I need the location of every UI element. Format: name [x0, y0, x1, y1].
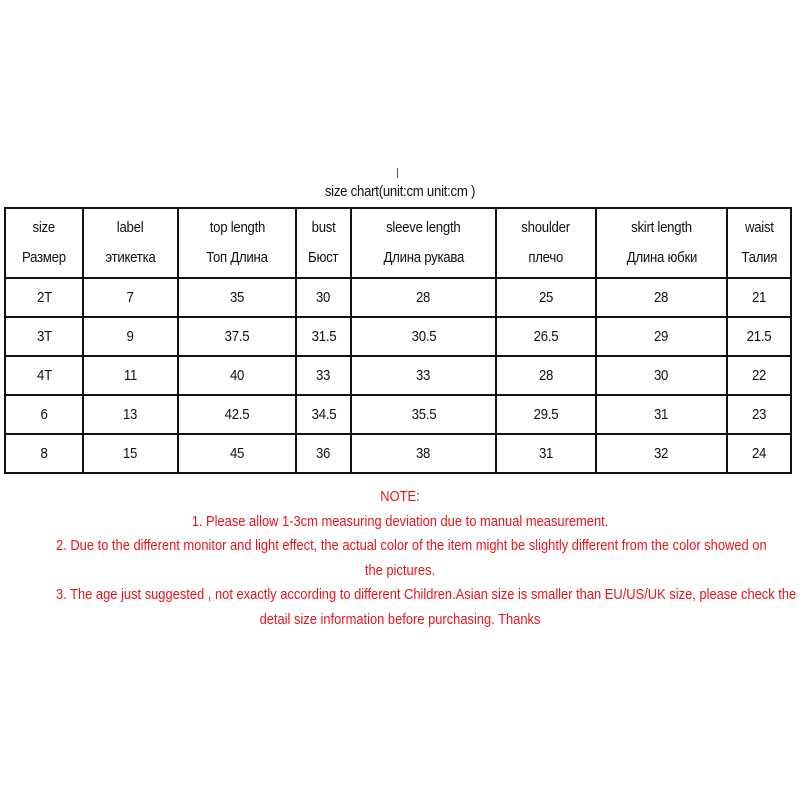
- cell-skirt-length: 29: [596, 317, 727, 356]
- cell-top-length: 40: [178, 356, 296, 395]
- table-row: [5, 356, 791, 395]
- cell-sleeve-length: 38: [351, 434, 496, 473]
- cell-sleeve-length: 33: [351, 356, 496, 395]
- cell-waist: 22: [727, 356, 791, 395]
- cell-size: 3T: [5, 317, 83, 356]
- cell-waist: 23: [727, 395, 791, 434]
- table-row: [5, 434, 791, 473]
- cell-skirt-length: 32: [596, 434, 727, 473]
- size-chart-title: size chart(unit:cm unit:cm ): [324, 183, 476, 200]
- header-sleeve-length: sleeve length Длина рукава: [351, 208, 496, 278]
- notes-section: [0, 485, 800, 632]
- cell-shoulder: 28: [496, 356, 596, 395]
- cell-waist: 24: [727, 434, 791, 473]
- cell-size: 4T: [5, 356, 83, 395]
- cell-bust: 33: [296, 356, 351, 395]
- cell-bust: 36: [296, 434, 351, 473]
- header-waist: waist Талия: [727, 208, 791, 278]
- cell-bust: 30: [296, 278, 351, 317]
- cell-top-length: 35: [178, 278, 296, 317]
- cell-sleeve-length: 28: [351, 278, 496, 317]
- notes-heading: NOTE:: [380, 488, 420, 505]
- cell-shoulder: 25: [496, 278, 596, 317]
- header-skirt-length: skirt length Длина юбки: [596, 208, 727, 278]
- cell-label: 15: [83, 434, 178, 473]
- note-line-3-cont: detail size information before purchasing. Thanks: [259, 610, 541, 628]
- header-bust: bust Бюст: [296, 208, 351, 278]
- note-line-2-cont: the pictures.: [364, 561, 436, 579]
- table-row: [5, 278, 791, 317]
- cell-sleeve-length: 30.5: [351, 317, 496, 356]
- cell-shoulder: 29.5: [496, 395, 596, 434]
- header-size: size Размер: [5, 208, 83, 278]
- table-row: [5, 317, 791, 356]
- cell-label: 7: [83, 278, 178, 317]
- table-header-row: [5, 208, 791, 278]
- cell-sleeve-length: 35.5: [351, 395, 496, 434]
- note-line-2: 2. Due to the different monitor and light effect, the actual color of the item might be slightly different from the color showed on: [56, 537, 767, 554]
- header-shoulder: shoulder плечо: [496, 208, 596, 278]
- cell-skirt-length: 30: [596, 356, 727, 395]
- table-row: [5, 395, 791, 434]
- header-label: label этикетка: [83, 208, 178, 278]
- cell-label: 13: [83, 395, 178, 434]
- text-cursor-mark: [397, 168, 398, 178]
- cell-top-length: 37.5: [178, 317, 296, 356]
- cell-skirt-length: 28: [596, 278, 727, 317]
- cell-label: 11: [83, 356, 178, 395]
- cell-shoulder: 31: [496, 434, 596, 473]
- cell-bust: 31.5: [296, 317, 351, 356]
- cell-bust: 34.5: [296, 395, 351, 434]
- note-line-3: 3. The age just suggested , not exactly according to different Children.Asian size is smaller than EU/US/UK size, please check the: [56, 586, 797, 603]
- cell-waist: 21: [727, 278, 791, 317]
- cell-shoulder: 26.5: [496, 317, 596, 356]
- cell-top-length: 45: [178, 434, 296, 473]
- cell-label: 9: [83, 317, 178, 356]
- cell-size: 2T: [5, 278, 83, 317]
- cell-top-length: 42.5: [178, 395, 296, 434]
- cell-skirt-length: 31: [596, 395, 727, 434]
- note-line-1: 1. Please allow 1-3cm measuring deviation due to manual measurement.: [191, 512, 609, 530]
- header-top-length: top length Топ Длина: [178, 208, 296, 278]
- cell-size: 8: [5, 434, 83, 473]
- size-chart-table: [4, 207, 792, 474]
- cell-waist: 21.5: [727, 317, 791, 356]
- cell-size: 6: [5, 395, 83, 434]
